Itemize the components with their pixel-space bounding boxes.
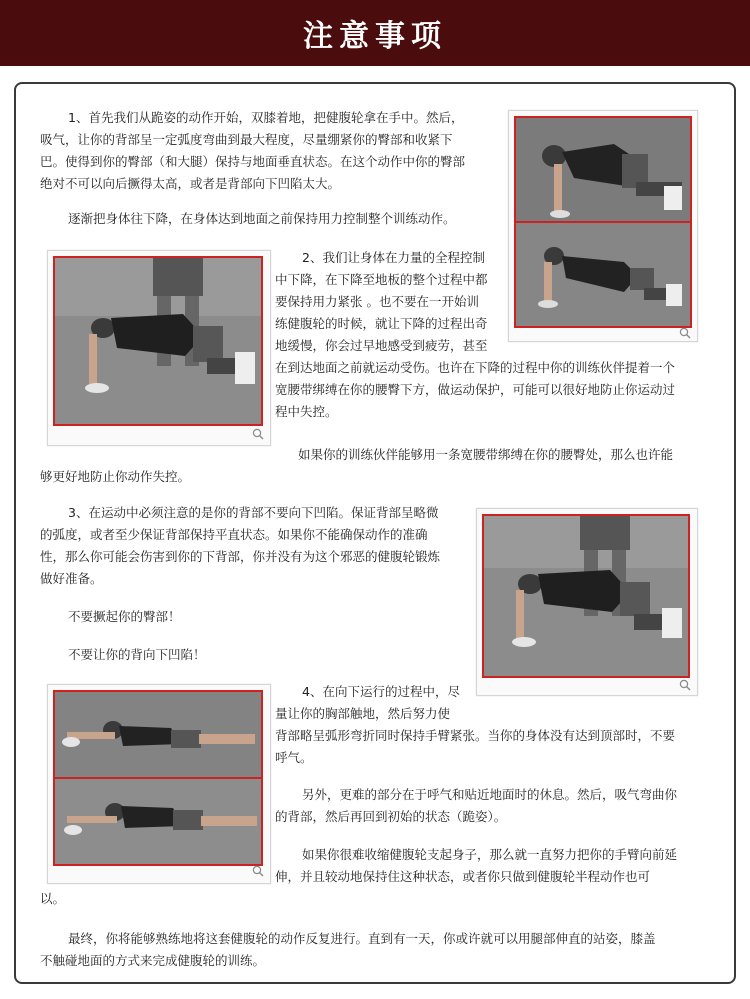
partner-line-2: 够更好地防止你动作失控。 (40, 469, 191, 484)
strap-assist-image (53, 256, 263, 426)
step2-line-5: 地缓慢，你会过早地感受到疲劳，甚至 (275, 338, 488, 353)
final-line-1: 最终，你将能够熟练地将这套健腹轮的动作反复进行。直到有一天，你或许就可以用腿部伸直的站姿，膝盖 (68, 931, 656, 946)
warning-hips: 不要撅起你的臀部！ (68, 609, 181, 624)
partner-line-1: 如果你的训练伙伴能够用一条宽腰带绑缚在你的腰臀处，那么也许能 (298, 447, 674, 462)
step3-line-1: 3、在运动中必须注意的是你的背部不要向下凹陷。保证背部呈略微 (68, 505, 439, 520)
photo-kneeling-start[interactable] (508, 110, 698, 342)
difficulty-line-2: 伸，并且较动地保持住这种状态，或者你只做到健腹轮半程动作也可 (275, 869, 651, 884)
zoom-icon[interactable] (679, 679, 691, 691)
step4-line-2: 量让你的胸部触地，然后努力使 (275, 706, 451, 721)
breathing-line-1: 另外，更难的部分在于呼气和贴近地面时的休息。然后，吸气弯曲你 (302, 787, 678, 802)
step4-line-4: 呼气。 (275, 750, 313, 765)
step2-line-7: 宽腰带绑缚在你的腰臀下方，做运动保护，可能可以很好地防止你运动过 (275, 382, 676, 397)
step2-line-8: 程中失控。 (275, 404, 338, 419)
photo-strap-assist[interactable] (47, 250, 271, 446)
kneeling-start-image (514, 116, 692, 328)
step1-line-1: 1、首先我们从跪姿的动作开始，双膝着地，把健腹轮拿在手中。然后， (68, 110, 464, 125)
back-alignment-image (482, 514, 690, 678)
step2-line-4: 练健腹轮的时候，就让下降的过程出奇 (275, 316, 488, 331)
zoom-icon[interactable] (679, 327, 691, 339)
step1-line-4: 绝对不可以向后撅得太高，或者是背部向下凹陷太大。 (40, 176, 341, 191)
photo-full-extension[interactable] (47, 684, 271, 884)
photo-back-alignment[interactable] (476, 508, 698, 696)
step2-line-6: 在到达地面之前就运动受伤。也许在下降的过程中你的训练伙伴提着一个 (275, 360, 676, 375)
zoom-icon[interactable] (252, 865, 264, 877)
breathing-line-2: 的背部，然后再回到初始的状态（跪姿）。 (275, 809, 507, 824)
step3-line-4: 做好准备。 (40, 571, 103, 586)
descend-note: 逐渐把身体往下降，在身体达到地面之前保持用力控制整个训练动作。 (68, 211, 456, 226)
step2-line-2: 中下降，在下降至地板的整个过程中都 (275, 272, 488, 287)
warning-back: 不要让你的背向下凹陷！ (68, 647, 206, 662)
page-header (0, 0, 750, 66)
final-line-2: 不触碰地面的方式来完成健腹轮的训练。 (40, 953, 266, 968)
step4-line-1: 4、在向下运行的过程中，尽 (302, 684, 460, 699)
step1-line-2: 吸气，让你的背部呈一定弧度弯曲到最大程度，尽量绷紧你的臀部和收紧下 (40, 132, 453, 147)
difficulty-line-1: 如果你很难收缩健腹轮支起身子，那么就一直努力把你的手臂向前延 (302, 847, 678, 862)
page-title: 注意事项 (303, 19, 447, 54)
step1-line-3: 巴。使得到你的臀部（和大腿）保持与地面垂直状态。在这个动作中你的臀部 (40, 154, 466, 169)
step3-line-2: 的弧度，或者至少保证背部保持平直状态。如果你不能确保动作的准确 (40, 527, 428, 542)
step3-line-3: 性，那么你可能会伤害到你的下背部，你并没有为这个邪恶的健腹轮锻炼 (40, 549, 441, 564)
step2-line-1: 2、我们让身体在力量的全程控制 (302, 250, 485, 265)
step4-line-3: 背部略呈弧形弯折同时保持手臂紧张。当你的身体没有达到顶部时，不要 (275, 728, 676, 743)
step2-line-3: 要保持用力紧张 。也不要在一开始训 (275, 294, 479, 309)
difficulty-line-3: 以。 (40, 891, 66, 906)
zoom-icon[interactable] (252, 428, 264, 440)
full-extension-image (53, 690, 263, 866)
